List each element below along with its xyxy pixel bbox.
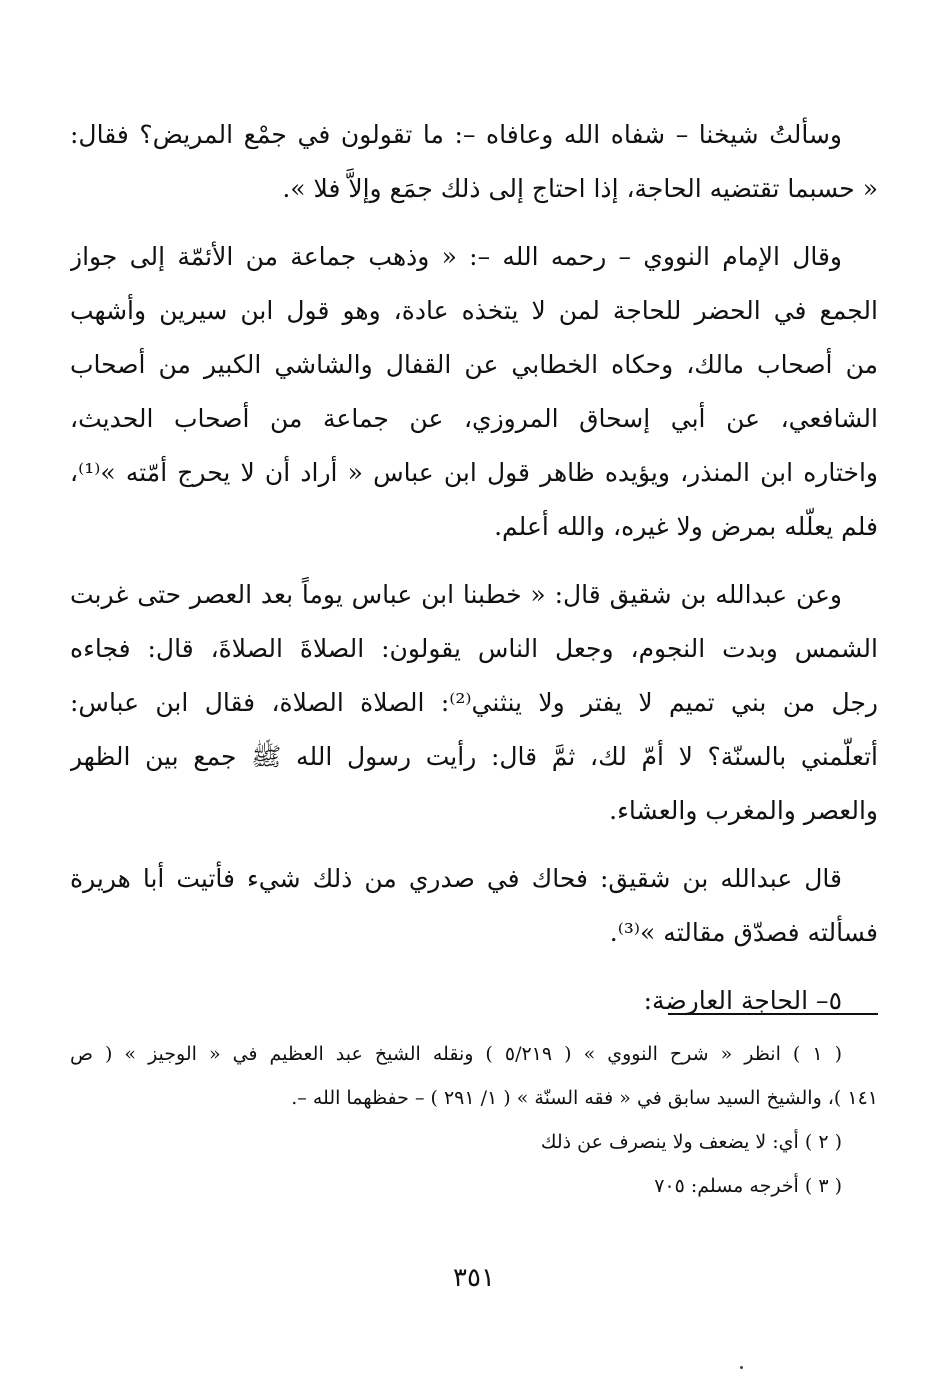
page-number: ٣٥١ — [453, 1263, 495, 1293]
footnote — [70, 1032, 878, 1120]
text-line: الشافعي، عن أبي إسحاق المروزي، عن جماعة من أصحاب الحديث، — [70, 404, 878, 433]
text-line: وقال الإمام النووي – رحمه الله –: « وذهب جماعة من الأئمّة إلى جواز — [70, 242, 842, 271]
main-text — [70, 108, 878, 1028]
text-line: رجل من بني تميم لا يفتر ولا ينثني⁽²⁾: الصلاة الصلاة، فقال ابن عباس: — [70, 688, 878, 717]
text-line: فلم يعلّله بمرض ولا غيره، والله أعلم. — [494, 512, 878, 541]
scan-speck — [740, 1366, 743, 1369]
text-line: أتعلّمني بالسنّة؟ لا أمّ لك، ثمَّ قال: رأيت رسول الله ﷺ جمع بين الظهر — [70, 742, 878, 771]
text-line: قال عبدالله بن شقيق: فحاك في صدري من ذلك شيء فأتيت أبا هريرة — [70, 864, 842, 893]
text-line: ٥– الحاجة العارضة: — [643, 986, 842, 1015]
footnote-line: ( ٢ ) أي: لا يضعف ولا ينصرف عن ذلك — [540, 1131, 842, 1153]
text-line: واختاره ابن المنذر، ويؤيده ظاهر قول ابن عباس « أراد أن لا يحرج أمّته »⁽¹⁾، — [70, 458, 878, 487]
footnote — [70, 1120, 878, 1164]
text-line: وعن عبدالله بن شقيق قال: « خطبنا ابن عباس يوماً بعد العصر حتى غربت — [70, 580, 842, 609]
paragraph — [70, 230, 878, 554]
paragraph — [70, 852, 878, 960]
footnote-divider — [668, 1013, 878, 1015]
text-line: « حسبما تقتضيه الحاجة، إذا احتاج إلى ذلك جمَع وإلاَّ فلا ». — [282, 174, 878, 203]
text-line: الجمع في الحضر للحاجة لمن لا يتخذه عادة، وهو قول ابن سيرين وأشهب — [70, 296, 878, 325]
footnote — [70, 1164, 878, 1208]
paragraph — [70, 568, 878, 838]
paragraph — [70, 108, 878, 216]
footnote-line: ١٤١ )، والشيخ السيد سابق في « فقه السنّة » ( ١/ ٢٩١ ) – حفظهما الله –. — [291, 1087, 878, 1109]
text-line: وسألتُ شيخنا – شفاه الله وعافاه –: ما تقولون في جمْع المريض؟ فقال: — [70, 120, 842, 149]
text-line: من أصحاب مالك، وحكاه الخطابي عن القفال والشاشي الكبير من أصحاب — [70, 350, 878, 379]
text-line: والعصر والمغرب والعشاء. — [609, 796, 878, 825]
text-line: فسألته فصدّق مقالته »⁽³⁾. — [609, 918, 878, 947]
text-line: الشمس وبدت النجوم، وجعل الناس يقولون: الصلاةَ الصلاةَ، قال: فجاءه — [70, 634, 878, 663]
section-heading — [70, 974, 878, 1028]
footnote-line: ( ١ ) انظر « شرح النووي » ( ٥/٢١٩ ) ونقله الشيخ عبد العظيم في « الوجيز » ( ص — [70, 1043, 842, 1065]
footnotes — [70, 1032, 878, 1208]
footnote-line: ( ٣ ) أخرجه مسلم: ٧٠٥ — [654, 1175, 842, 1197]
